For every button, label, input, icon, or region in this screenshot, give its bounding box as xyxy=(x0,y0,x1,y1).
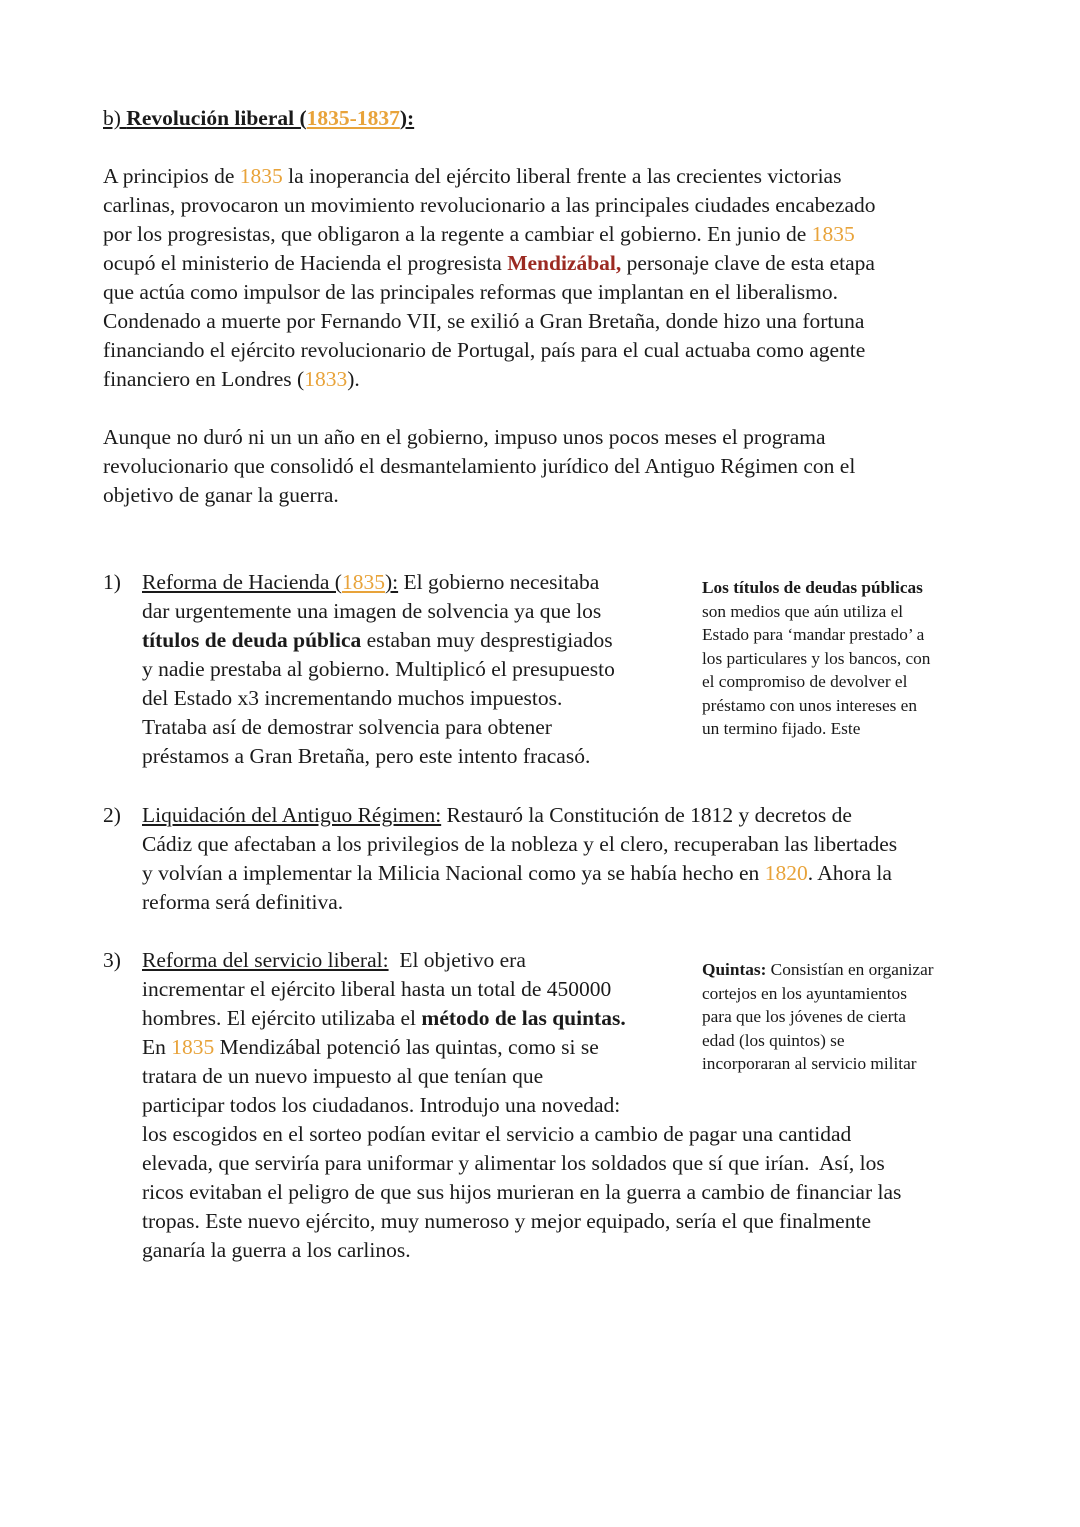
side-note-deuda: Los títulos de deudas públicas son medios que aún utiliza el Estado para ‘mandar prestado’ a los particulares y los bancos, con el compromiso de devolver el préstamo con unos intereses en un termino fijado. Este xyxy=(702,578,931,738)
side-note-quintas: Quintas: Consistían en organizar cortejos en los ayuntamientos para que los jóvenes de cierta edad (los quintos) se incorporaran al servicio militar xyxy=(702,960,934,1073)
item-1-number: 1) xyxy=(103,570,121,594)
year-1820: 1820 xyxy=(764,861,808,885)
heading-title: Revolución liberal ( xyxy=(126,106,307,130)
item-2-title: Liquidación del Antiguo Régimen: xyxy=(142,803,442,827)
year-1833: 1833 xyxy=(304,367,348,391)
second-paragraph: Aunque no duró ni un un año en el gobierno, impuso unos pocos meses el programa revolucionario que consolidó el desmantelamiento jurídico del Antiguo Régimen con el objetivo de ganar la guerra. xyxy=(103,425,856,507)
heading-prefix: b) xyxy=(103,106,127,130)
year-1835: 1835 xyxy=(171,1035,215,1059)
item-2-body: Liquidación del Antiguo Régimen: Restauró la Constitución de 1812 y decretos de Cádiz que afectaban a los privilegios de la nobleza y el clero, recuperaban las libertades y volvían a implementar la Milicia Nacional como ya se había hecho en 1820. Ahora la reforma será definitiva. xyxy=(142,803,898,914)
heading-years: 1835-1837 xyxy=(306,106,400,130)
item-1-body: Reforma de Hacienda (1835): El gobierno necesitaba dar urgentemente una imagen de solvencia ya que los títulos de deuda pública estaban muy desprestigiados y nadie prestaba al gobierno. Multiplicó el presupuesto del Estado x3 incrementando muchos impuestos. Trataba así de demostrar solvencia para obtener préstamos a Gran Bretaña, pero este intento fracasó. xyxy=(142,570,615,768)
heading-suffix: ): xyxy=(399,106,415,130)
mendizabal-name: Mendizábal, xyxy=(507,251,622,275)
section-heading xyxy=(103,104,414,133)
year-1835: 1835 xyxy=(811,222,855,246)
item-3-body: Reforma del servicio liberal: El objetivo era incrementar el ejército liberal hasta un total de 450000 hombres. El ejército utilizaba el método de las quintas. En 1835 Mendizábal potenció las quintas, como si se tratara de un nuevo impuesto al que tenían que participar todos los ciudadanos. Introdujo una novedad: los escogidos en el sorteo podían evitar el servicio a cambio de pagar una cantidad elevada, que serviría para uniformar y alimentar los soldados que sí que irían. Así, los ricos evitaban el peligro de que sus hijos murieran en la guerra a cambio de financiar las tropas. Este nuevo ejército, muy numeroso y mejor equipado, sería el que finalmente ganaría la guerra a los carlinos. xyxy=(142,948,902,1262)
item-1-title: Reforma de Hacienda ( xyxy=(142,570,342,594)
intro-paragraph: A principios de 1835 la inoperancia del ejército liberal frente a las crecientes victorias carlinas, provocaron un movimiento revolucionario a las principales ciudades encabezado por los progresistas, que obligaron a la regente a cambiar el gobierno. En junio de 1835 ocupó el ministerio de Hacienda el progresista Mendizábal, personaje clave de esta etapa que actúa como impulsor de las principales reformas que implantan en el liberalismo. Condenado a muerte por Fernando VII, se exilió a Gran Bretaña, donde hizo una fortuna financiando el ejército revolucionario de Portugal, país para el cual actuaba como agente financiero en Londres (1833). xyxy=(103,164,876,391)
year-1835: 1835 xyxy=(239,164,283,188)
item-3-number: 3) xyxy=(103,948,121,972)
item-2-number: 2) xyxy=(103,803,121,827)
item-3-title: Reforma del servicio liberal: xyxy=(142,948,389,972)
year-1835: 1835 xyxy=(341,570,385,594)
